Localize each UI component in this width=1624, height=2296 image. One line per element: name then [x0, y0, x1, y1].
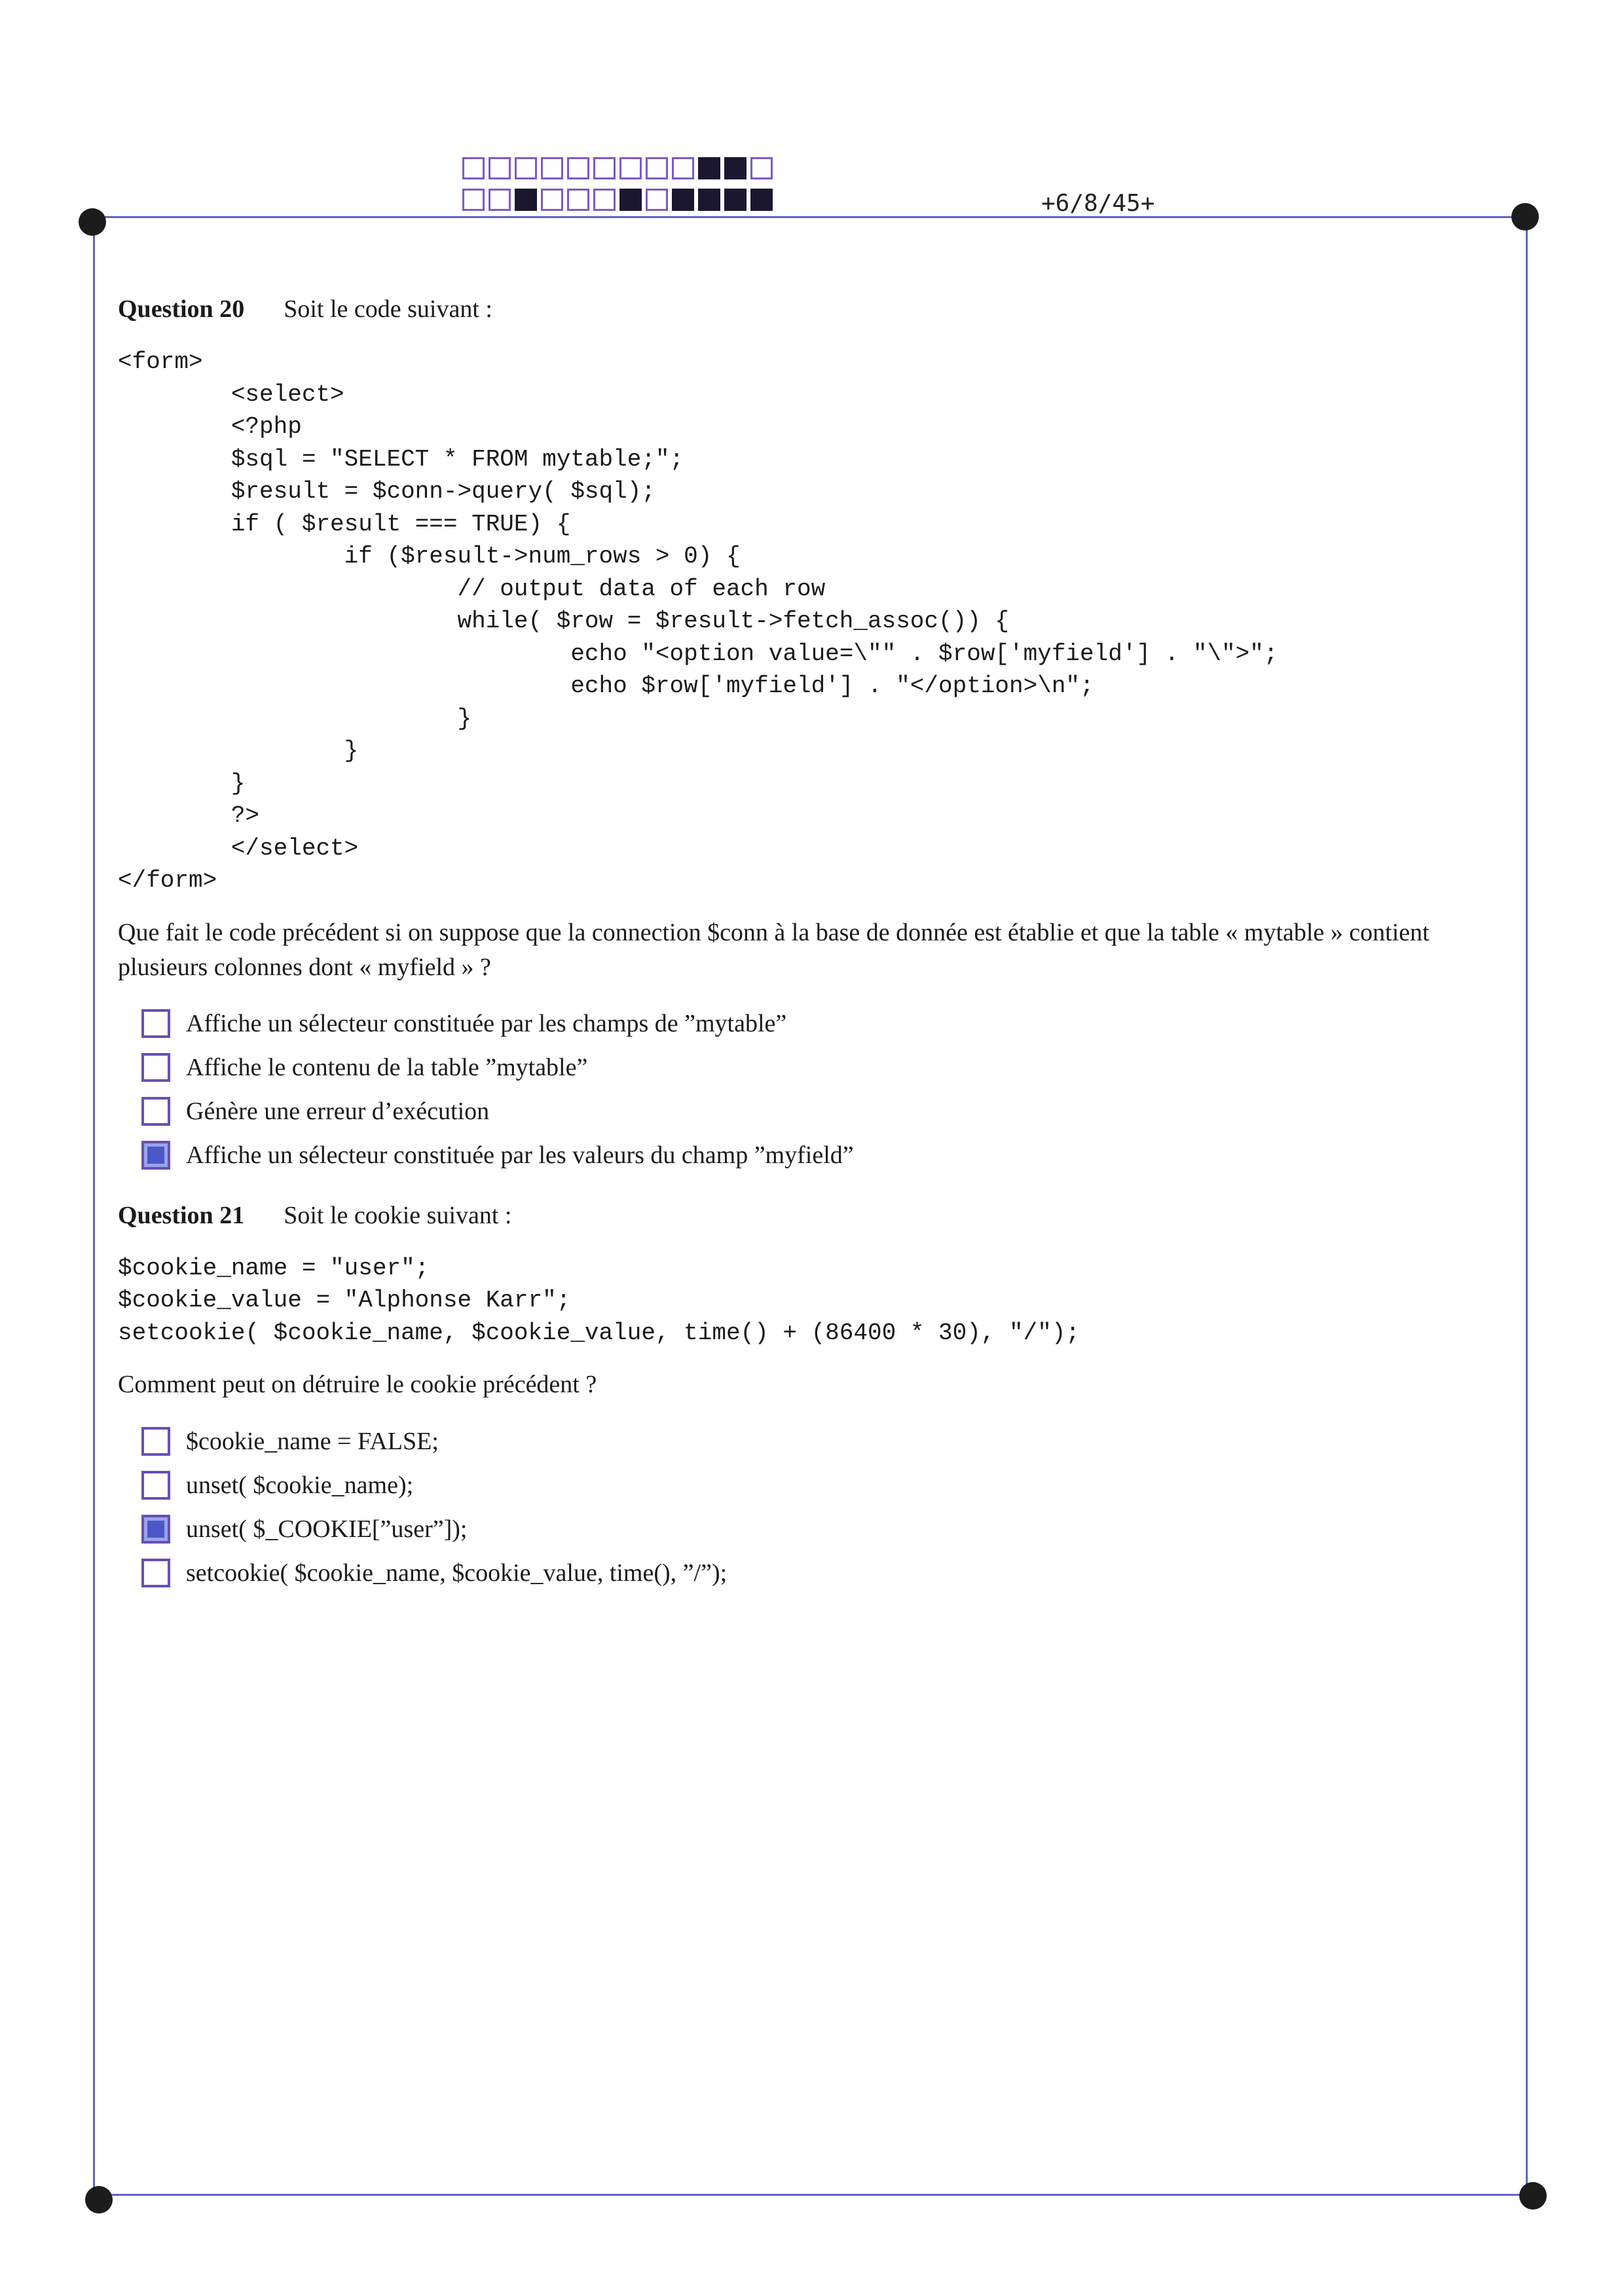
question-number: Question 20	[118, 295, 245, 323]
id-code-box	[515, 189, 537, 211]
answer-label: Génère une erreur d’exécution	[186, 1098, 490, 1125]
checkbox[interactable]	[141, 1097, 170, 1126]
question-21	[118, 1201, 1506, 1595]
corner-mark-top-left	[79, 208, 106, 236]
answer-option[interactable]	[141, 1463, 1506, 1507]
id-code-box	[489, 189, 511, 211]
id-code-box	[619, 189, 642, 211]
id-code-box	[724, 157, 747, 179]
page-number: +6/8/45+	[1041, 190, 1155, 217]
id-code-box	[672, 189, 694, 211]
id-code-box	[698, 157, 720, 179]
answer-option[interactable]	[141, 1551, 1506, 1595]
id-code-box	[672, 157, 694, 179]
id-code-box	[541, 189, 563, 211]
question-header	[118, 1201, 1506, 1230]
id-code-box	[541, 157, 563, 179]
id-code-row-2	[462, 189, 777, 211]
question-header	[118, 295, 1506, 324]
frame-right	[1526, 216, 1528, 2194]
id-code-box	[698, 189, 720, 211]
id-code-box	[567, 189, 589, 211]
answer-label: setcookie( $cookie_name, $cookie_value, time(), ”/”);	[186, 1559, 728, 1587]
code-block: $cookie_name = "user"; $cookie_value = "Alphonse Karr"; setcookie( $cookie_name, $cookie_value, time() + (86400 * 30), "/");	[118, 1254, 1080, 1346]
answer-option[interactable]	[141, 1002, 1506, 1046]
answer-label: Affiche le contenu de la table ”mytable”	[186, 1054, 588, 1081]
id-code-box	[515, 157, 537, 179]
corner-mark-bottom-right	[1519, 2182, 1547, 2210]
id-code-box	[593, 189, 616, 211]
answer-label: unset( $_COOKIE[”user”]);	[186, 1515, 468, 1543]
id-code-box	[567, 157, 589, 179]
answer-option[interactable]	[141, 1134, 1506, 1177]
checkbox[interactable]	[141, 1515, 170, 1544]
answer-label: $cookie_name = FALSE;	[186, 1427, 439, 1455]
question-prompt: Que fait le code précédent si on suppose que la connection $conn à la base de donnée est établie et que la table « mytable » contient plusieurs colonnes dont « myfield » ?	[118, 918, 1430, 981]
answer-list	[141, 1419, 1506, 1595]
id-code-box	[462, 189, 485, 211]
answer-option[interactable]	[141, 1046, 1506, 1090]
frame-bottom	[100, 2194, 1534, 2196]
question-intro: Soit le code suivant :	[284, 295, 492, 323]
id-code-box	[593, 157, 616, 179]
checkbox[interactable]	[141, 1141, 170, 1170]
answer-label: Affiche un sélecteur constituée par les champs de ”mytable”	[186, 1010, 787, 1037]
code-block: <form> <select> <?php $sql = "SELECT * FROM mytable;"; $result = $conn->query( $sql); if ( $result === TRUE) { if ($result->num_rows > 0) { // output data of each row while( $row = $result->fetch_assoc()) { echo "<option value=\"" . $row['myfield'] . "\">"; echo $row['myfield'] . "</option>\n"; } } } ?> </select> </form>	[118, 348, 1278, 894]
answer-label: Affiche un sélecteur constituée par les valeurs du champ ”myfield”	[186, 1141, 854, 1169]
answer-option[interactable]	[141, 1090, 1506, 1134]
checkbox[interactable]	[141, 1009, 170, 1038]
question-prompt: Comment peut on détruire le cookie précédent ?	[118, 1371, 597, 1398]
answer-option[interactable]	[141, 1419, 1506, 1463]
id-code-box	[646, 157, 668, 179]
id-code-box	[724, 189, 747, 211]
answer-option[interactable]	[141, 1507, 1506, 1551]
answer-list	[141, 1002, 1506, 1177]
corner-mark-top-right	[1511, 203, 1539, 231]
id-code-box	[646, 189, 668, 211]
corner-mark-bottom-left	[85, 2186, 113, 2213]
question-number: Question 21	[118, 1201, 245, 1229]
question-intro: Soit le cookie suivant :	[284, 1201, 512, 1229]
frame-left	[93, 216, 95, 2200]
id-code-box	[750, 157, 773, 179]
checkbox[interactable]	[141, 1559, 170, 1587]
frame-top	[93, 216, 1527, 218]
id-code-row-1	[462, 157, 777, 179]
id-code-box	[462, 157, 485, 179]
checkbox[interactable]	[141, 1471, 170, 1500]
page-content	[118, 295, 1506, 1595]
answer-label: unset( $cookie_name);	[186, 1471, 414, 1499]
id-code-box	[619, 157, 642, 179]
id-code-box	[489, 157, 511, 179]
question-20	[118, 295, 1506, 1177]
id-code-box	[750, 189, 773, 211]
checkbox[interactable]	[141, 1053, 170, 1082]
checkbox[interactable]	[141, 1427, 170, 1456]
